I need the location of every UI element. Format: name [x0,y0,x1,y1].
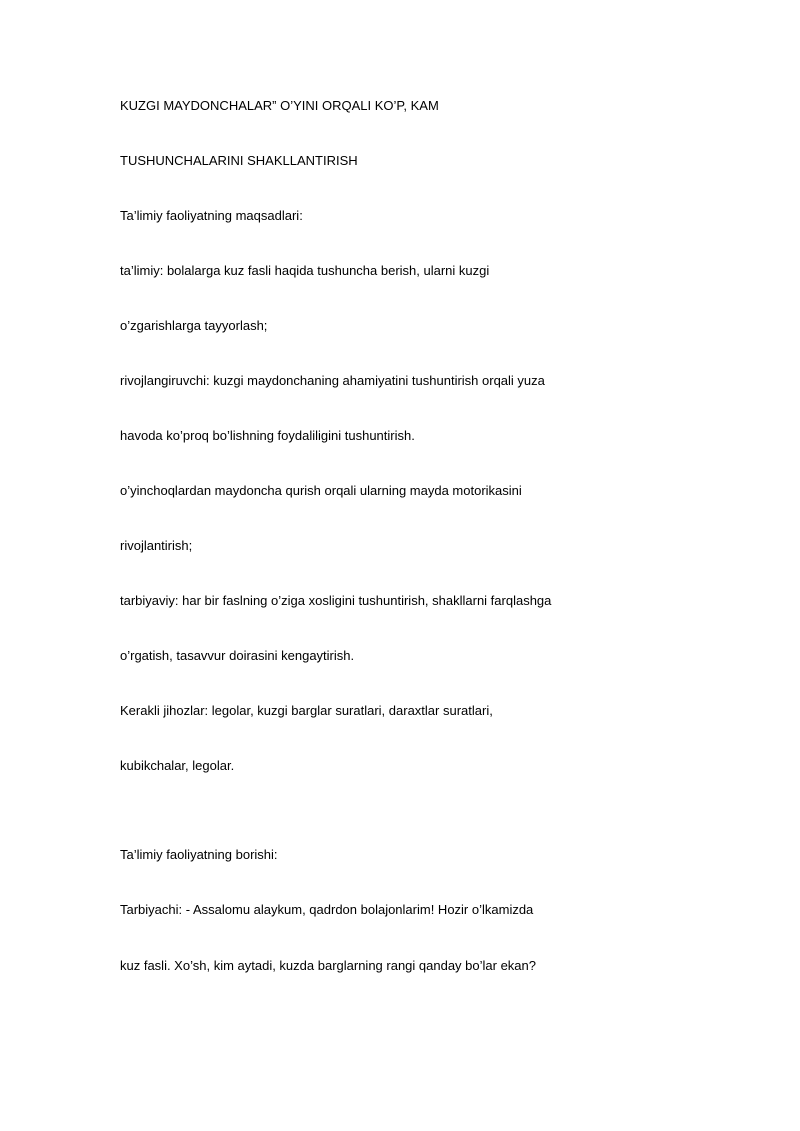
body-line: Kerakli jihozlar: legolar, kuzgi barglar suratlari, daraxtlar suratlari, [120,703,493,718]
title-line-1: KUZGI MAYDONCHALAR” O’YINI ORQALI KO’P, KAM [120,98,439,113]
body-line: havoda ko’proq bo’lishning foydaliligini tushuntirish. [120,428,415,443]
body-line: o’zgarishlarga tayyorlash; [120,318,268,333]
body-line: kubikchalar, legolar. [120,758,235,773]
title-line-2: TUSHUNCHALARINI SHAKLLANTIRISH [120,153,358,168]
process-heading: Ta’limiy faoliyatning borishi: [120,847,278,862]
body-line: o’rgatish, tasavvur doirasini kengaytirish. [120,648,355,663]
body-line: tarbiyaviy: har bir faslning o’ziga xosligini tushuntirish, shakllarni farqlashga [120,593,552,608]
goals-heading: Ta’limiy faoliyatning maqsadlari: [120,208,303,223]
dialogue-line: kuz fasli. Xo’sh, kim aytadi, kuzda barglarning rangi qanday bo’lar ekan? [120,958,536,973]
dialogue-line: Tarbiyachi: - Assalomu alaykum, qadrdon bolajonlarim! Hozir o’lkamizda [120,902,534,917]
body-line: ta’limiy: bolalarga kuz fasli haqida tushuncha berish, ularni kuzgi [120,263,490,278]
body-line: rivojlantirish; [120,538,193,553]
body-line: rivojlangiruvchi: kuzgi maydonchaning ahamiyatini tushuntirish orqali yuza [120,373,545,388]
body-line: o’yinchoqlardan maydoncha qurish orqali ularning mayda motorikasini [120,483,522,498]
